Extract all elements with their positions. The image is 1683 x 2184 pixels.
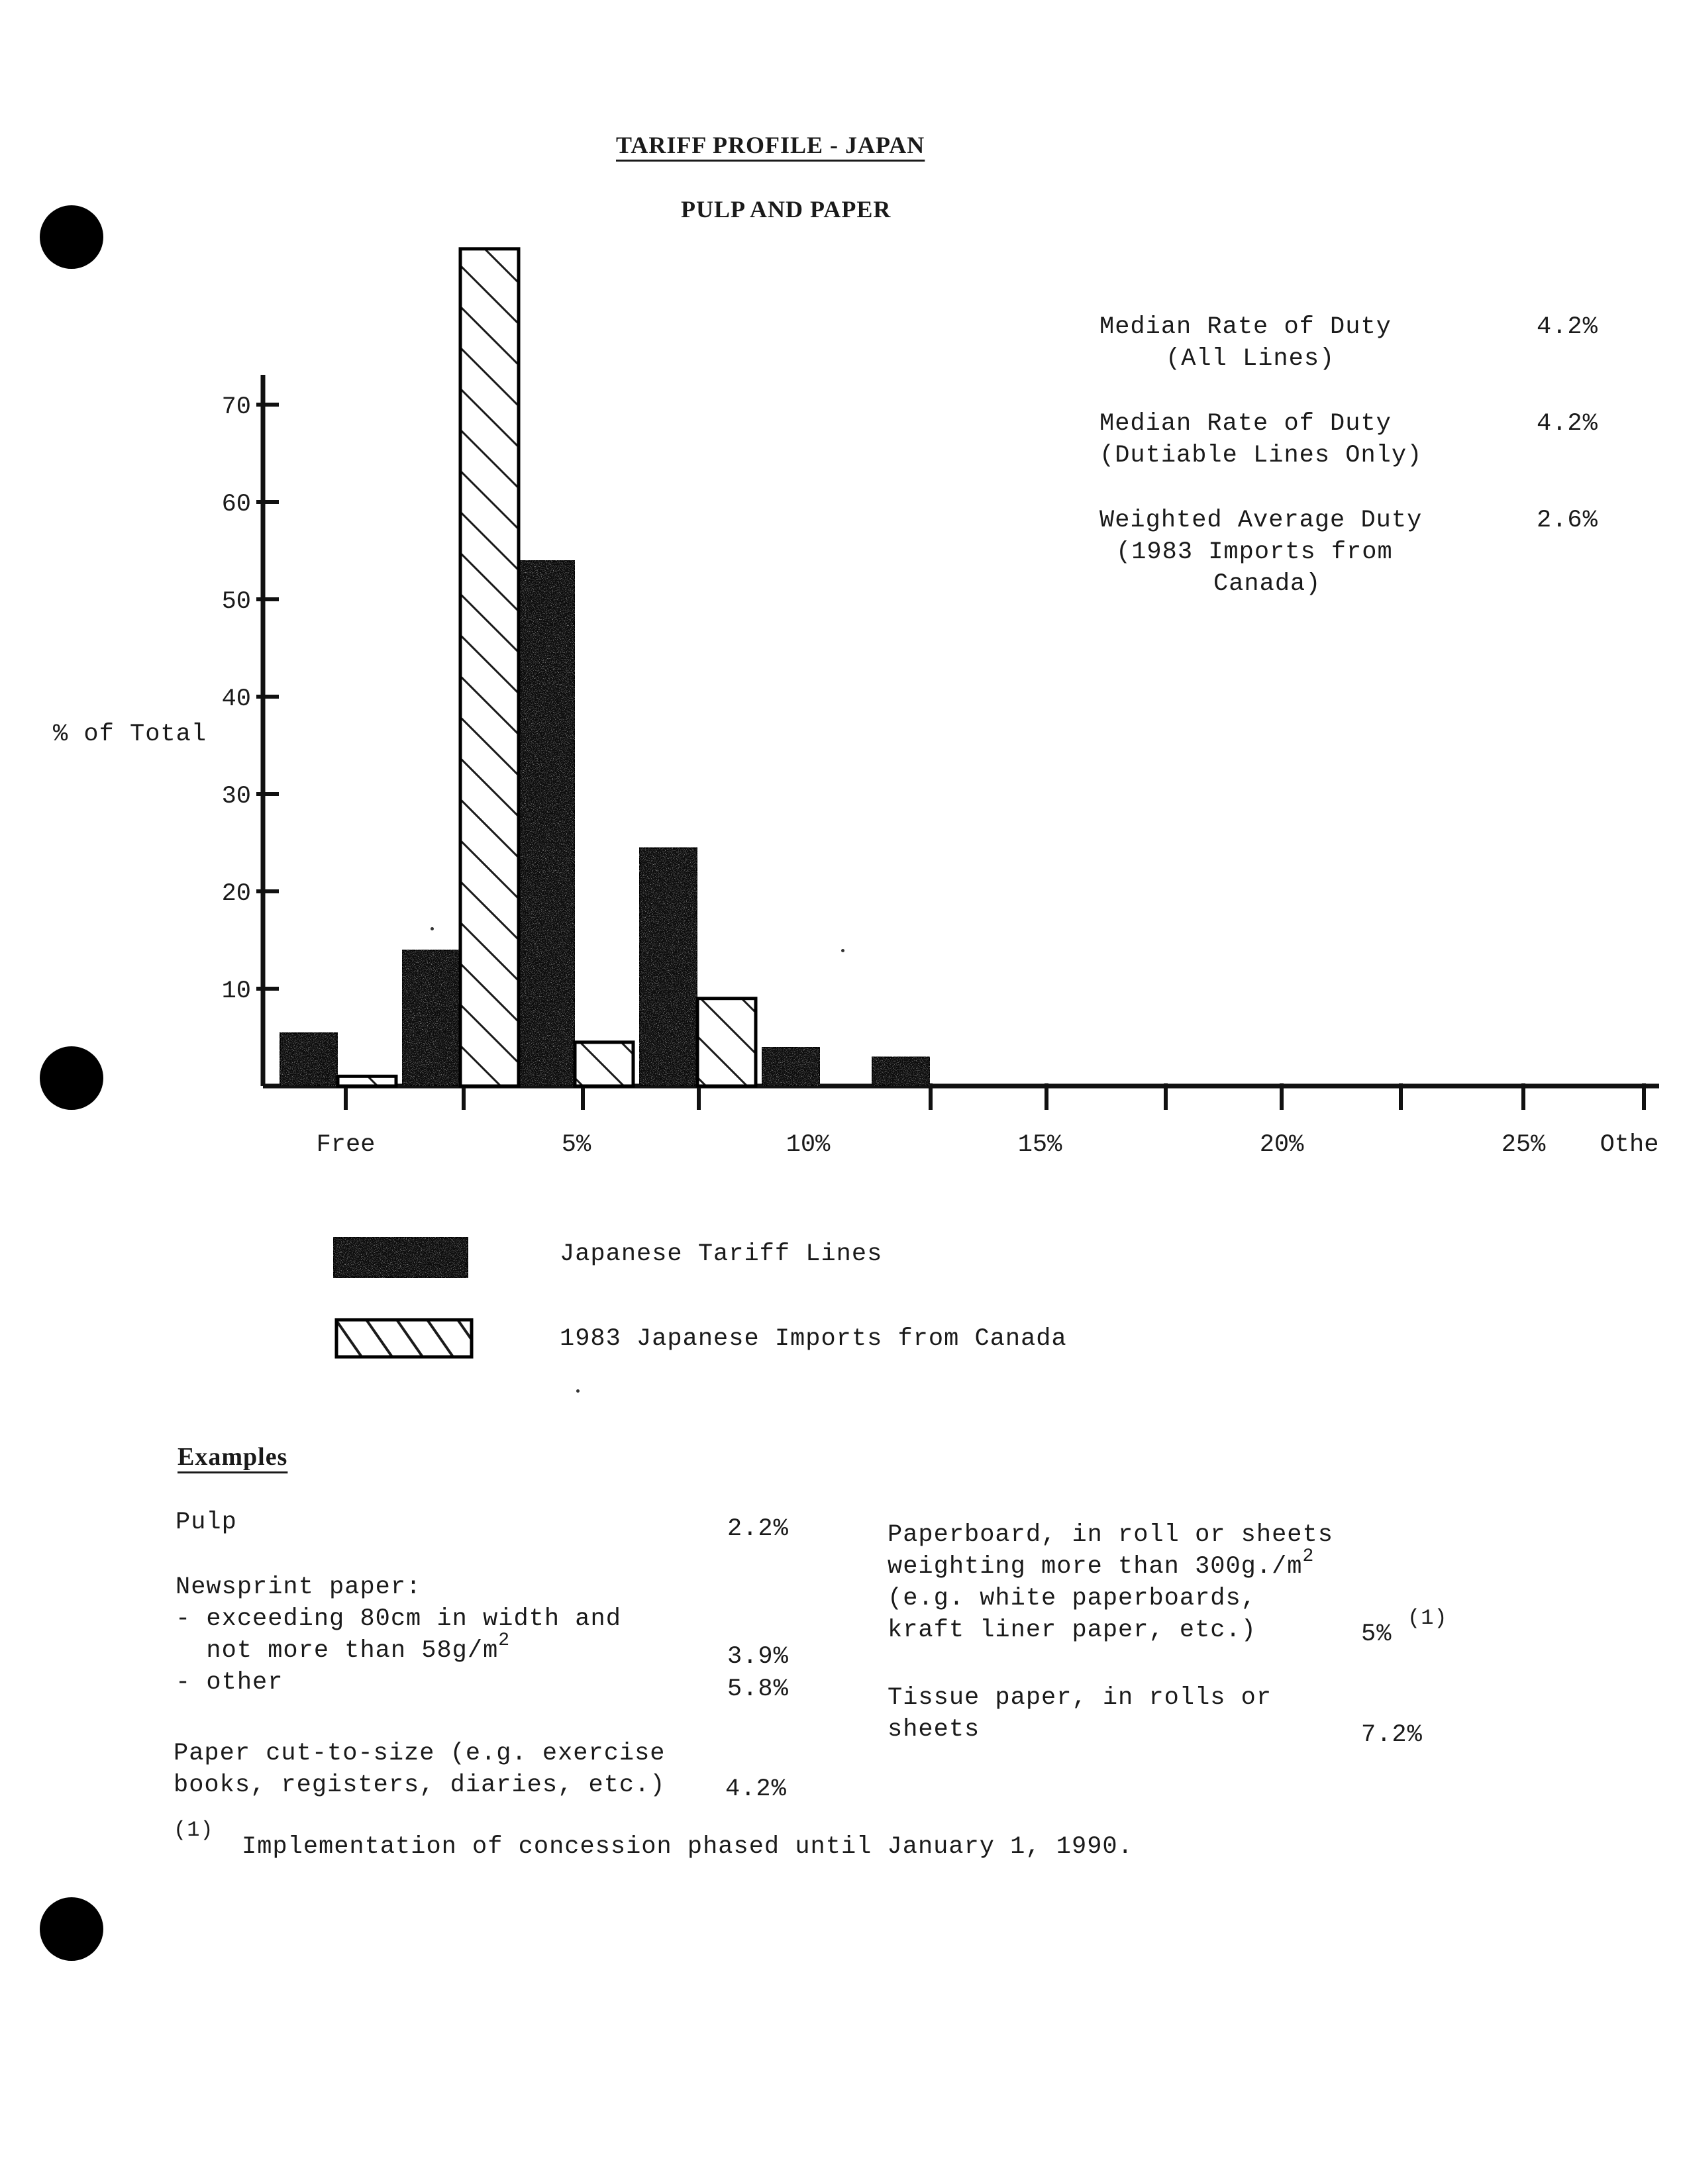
example-newsprint-2-value: 5.8% — [727, 1675, 789, 1703]
chart-bars — [280, 249, 930, 1086]
example-pulp-label: Pulp — [176, 1509, 237, 1536]
x-tick-label: Free — [316, 1131, 376, 1159]
page-title: TARIFF PROFILE - JAPAN — [616, 132, 925, 158]
bar-imports-canada — [460, 249, 519, 1086]
bar-imports-canada — [575, 1042, 633, 1086]
x-tick-label: 25% — [1501, 1131, 1546, 1159]
y-tick-label: 10 — [221, 977, 251, 1005]
example-newsprint-label: Newsprint paper: — [176, 1573, 422, 1601]
x-tick-label: 20% — [1259, 1131, 1304, 1159]
x-tick-label: 5% — [561, 1131, 591, 1159]
y-tick-label: 50 — [221, 588, 251, 616]
bar-imports-canada — [697, 999, 756, 1086]
footnote-marker: (1) — [174, 1818, 214, 1842]
example-tissue-line2: sheets — [888, 1716, 980, 1744]
example-newsprint-1-line1: - exceeding 80cm in width and — [176, 1605, 621, 1633]
example-paperboard-line1: Paperboard, in roll or sheets — [888, 1521, 1333, 1549]
footnote-text: Implementation of concession phased until January 1, 1990. — [242, 1833, 1133, 1861]
bar-imports-canada — [338, 1076, 396, 1086]
y-tick-label: 40 — [221, 685, 251, 713]
example-tissue-value: 7.2% — [1361, 1721, 1423, 1749]
y-tick-label: 60 — [221, 491, 251, 519]
bar-tariff-lines — [517, 560, 575, 1086]
legend-label-imports: 1983 Japanese Imports from Canada — [560, 1325, 1067, 1353]
example-paperboard-line2: weighting more than $300g./m^2$ — [888, 1546, 1315, 1581]
scan-speck — [431, 927, 434, 930]
y-axis-label: % of Total — [53, 720, 207, 748]
example-newsprint-1-line2: not more than $58g/m^2$ — [176, 1630, 511, 1665]
bar-tariff-lines — [872, 1057, 930, 1086]
x-tick-label: 10% — [786, 1131, 831, 1159]
bar-tariff-lines — [762, 1047, 820, 1086]
example-paperboard-value: 5% — [1361, 1620, 1392, 1648]
scan-speck — [576, 1389, 580, 1393]
stat-median-all-label-2: (All Lines) — [1166, 345, 1335, 373]
example-tissue-line1: Tissue paper, in rolls or — [888, 1684, 1272, 1712]
y-tick-label: 70 — [221, 393, 251, 421]
stat-weighted-value: 2.6% — [1537, 507, 1598, 534]
stat-median-all-value: 4.2% — [1537, 313, 1598, 341]
x-tick-label: Othe — [1600, 1131, 1659, 1159]
legend-label-tariff-lines: Japanese Tariff Lines — [560, 1240, 883, 1268]
examples-heading: Examples — [178, 1443, 288, 1471]
bar-tariff-lines — [280, 1032, 338, 1086]
legend-swatch-tariff-lines — [331, 1235, 470, 1281]
example-paperboard-line3: (e.g. white paperboards, — [888, 1585, 1256, 1613]
example-paperboard-note: (1) — [1407, 1606, 1448, 1630]
example-newsprint-2-label: - other — [176, 1669, 283, 1697]
scan-speck — [841, 949, 844, 952]
example-cut-line2: books, registers, diaries, etc.) — [174, 1771, 666, 1799]
example-pulp-value: 2.2% — [727, 1515, 789, 1543]
x-tick-label: 15% — [1017, 1131, 1062, 1159]
stat-weighted-label-3: Canada) — [1213, 570, 1321, 598]
stat-weighted-label-1: Weighted Average Duty — [1099, 507, 1423, 534]
legend-swatch-imports — [334, 1318, 474, 1362]
stat-median-dutiable-label-1: Median Rate of Duty — [1099, 410, 1392, 438]
stat-weighted-label-2: (1983 Imports from — [1116, 538, 1393, 566]
page-subtitle: PULP AND PAPER — [681, 196, 892, 223]
example-paperboard-line4: kraft liner paper, etc.) — [888, 1616, 1256, 1644]
example-newsprint-1-value: 3.9% — [727, 1643, 789, 1671]
y-tick-label: 20 — [221, 880, 251, 908]
stat-median-all-label-1: Median Rate of Duty — [1099, 313, 1392, 341]
stat-median-dutiable-label-2: (Dutiable Lines Only) — [1099, 442, 1423, 470]
bar-tariff-lines — [639, 848, 697, 1086]
binder-hole-bottom — [40, 1897, 103, 1961]
y-tick-label: 30 — [221, 783, 251, 811]
example-cut-value: 4.2% — [725, 1775, 787, 1803]
bar-tariff-lines — [402, 950, 460, 1086]
example-cut-line1: Paper cut-to-size (e.g. exercise — [174, 1740, 666, 1767]
stat-median-dutiable-value: 4.2% — [1537, 410, 1598, 438]
